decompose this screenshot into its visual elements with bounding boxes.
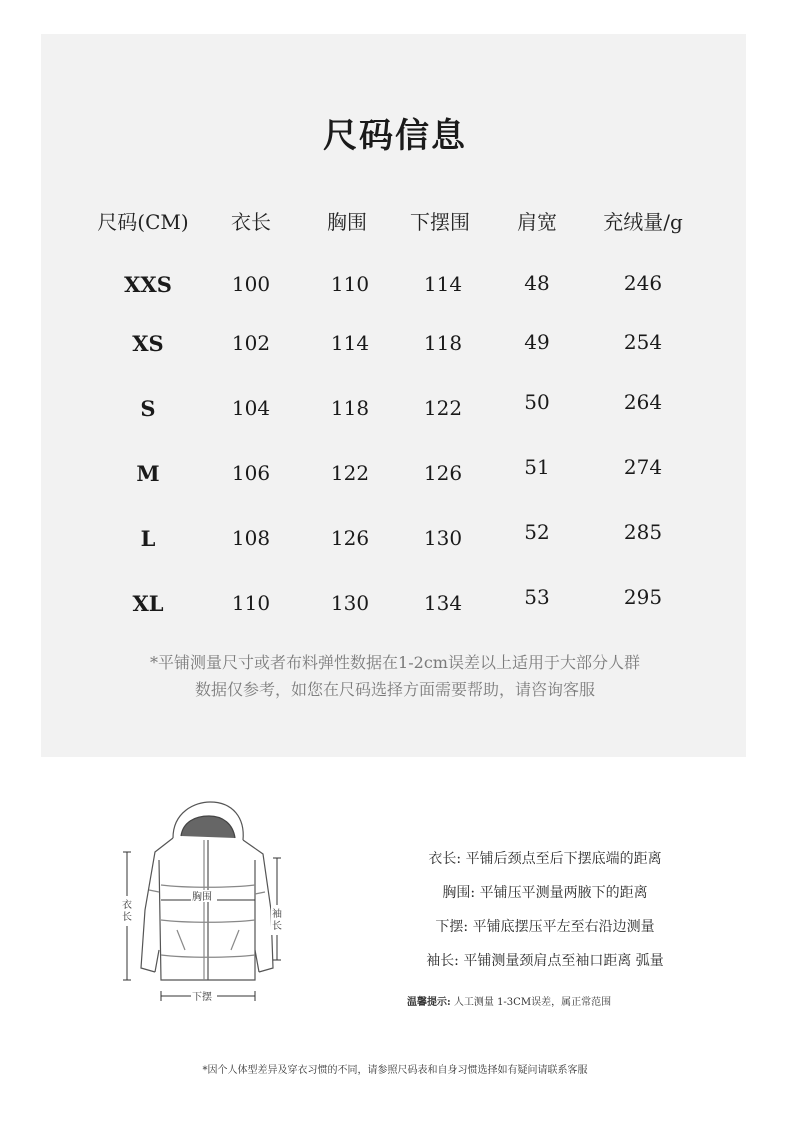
header-size: 尺码(CM) xyxy=(97,210,189,234)
length-label-2: 长 xyxy=(122,912,132,923)
cell-size: XL xyxy=(132,591,164,616)
cell-chest: 126 xyxy=(330,526,370,550)
header-shoulder: 肩宽 xyxy=(517,210,557,234)
length-label-1: 衣 xyxy=(122,900,132,911)
cell-size: S xyxy=(140,396,156,421)
cell-chest: 122 xyxy=(330,461,370,485)
cell-chest: 110 xyxy=(330,272,370,296)
cell-down-fill: 295 xyxy=(623,585,663,609)
cell-size: M xyxy=(136,461,160,486)
warm-tip-label: 温馨提示: xyxy=(407,997,451,1008)
header-down-fill: 充绒量/g xyxy=(603,210,683,234)
cell-down-fill: 264 xyxy=(623,390,663,414)
cell-shoulder: 51 xyxy=(524,455,550,479)
hem-label: 下摆 xyxy=(192,992,212,1003)
cell-down-fill: 285 xyxy=(623,520,663,544)
cell-size: XS xyxy=(132,331,164,356)
cell-chest: 130 xyxy=(330,591,370,615)
header-chest: 胸围 xyxy=(327,210,367,234)
cell-length: 110 xyxy=(231,591,271,615)
measurement-note: *平铺测量尺寸或者布料弹性数据在1-2cm误差以上适用于大部分人群 xyxy=(150,653,640,672)
cell-hem: 122 xyxy=(423,396,463,420)
cell-size: L xyxy=(140,526,156,551)
cell-hem: 114 xyxy=(423,272,463,296)
jacket-measurement-diagram xyxy=(115,800,295,1015)
cell-length: 106 xyxy=(231,461,271,485)
cell-length: 102 xyxy=(231,331,271,355)
reference-note: 数据仅参考，如您在尺码选择方面需要帮助，请咨询客服 xyxy=(194,680,595,699)
chest-label: 胸围 xyxy=(192,892,212,903)
warm-tip xyxy=(407,993,611,1008)
cell-length: 108 xyxy=(231,526,271,550)
footer-note: *因个人体型差异及穿衣习惯的不同，请参照尺码表和自身习惯选择如有疑问请联系客服 xyxy=(202,1065,588,1076)
cell-down-fill: 274 xyxy=(623,455,663,479)
definition-hem: 下摆: 平铺底摆压平左至右沿边测量 xyxy=(435,919,655,935)
cell-hem: 134 xyxy=(423,591,463,615)
cell-chest: 118 xyxy=(330,396,370,420)
cell-shoulder: 53 xyxy=(524,585,550,609)
cell-shoulder: 52 xyxy=(524,520,550,544)
cell-shoulder: 48 xyxy=(524,271,550,295)
definition-chest: 胸围: 平铺压平测量两腋下的距离 xyxy=(442,885,648,901)
cell-chest: 114 xyxy=(330,331,370,355)
cell-hem: 126 xyxy=(423,461,463,485)
page-title: 尺码信息 xyxy=(323,116,467,156)
cell-down-fill: 246 xyxy=(623,271,663,295)
cell-shoulder: 49 xyxy=(524,330,550,354)
header-length: 衣长 xyxy=(231,210,271,234)
cell-size: XXS xyxy=(124,272,172,297)
definition-sleeve: 袖长: 平铺测量颈肩点至袖口距离 弧量 xyxy=(426,953,664,969)
sleeve-label-2: 长 xyxy=(272,921,282,932)
cell-hem: 118 xyxy=(423,331,463,355)
cell-length: 100 xyxy=(231,272,271,296)
cell-hem: 130 xyxy=(423,526,463,550)
warm-tip-text: 人工测量 1-3CM误差，属正常范围 xyxy=(453,997,612,1008)
cell-shoulder: 50 xyxy=(524,390,550,414)
header-hem: 下摆围 xyxy=(410,210,470,234)
definition-length: 衣长: 平铺后颈点至后下摆底端的距离 xyxy=(428,851,662,867)
cell-down-fill: 254 xyxy=(623,330,663,354)
cell-length: 104 xyxy=(231,396,271,420)
sleeve-label-1: 袖 xyxy=(272,909,282,920)
